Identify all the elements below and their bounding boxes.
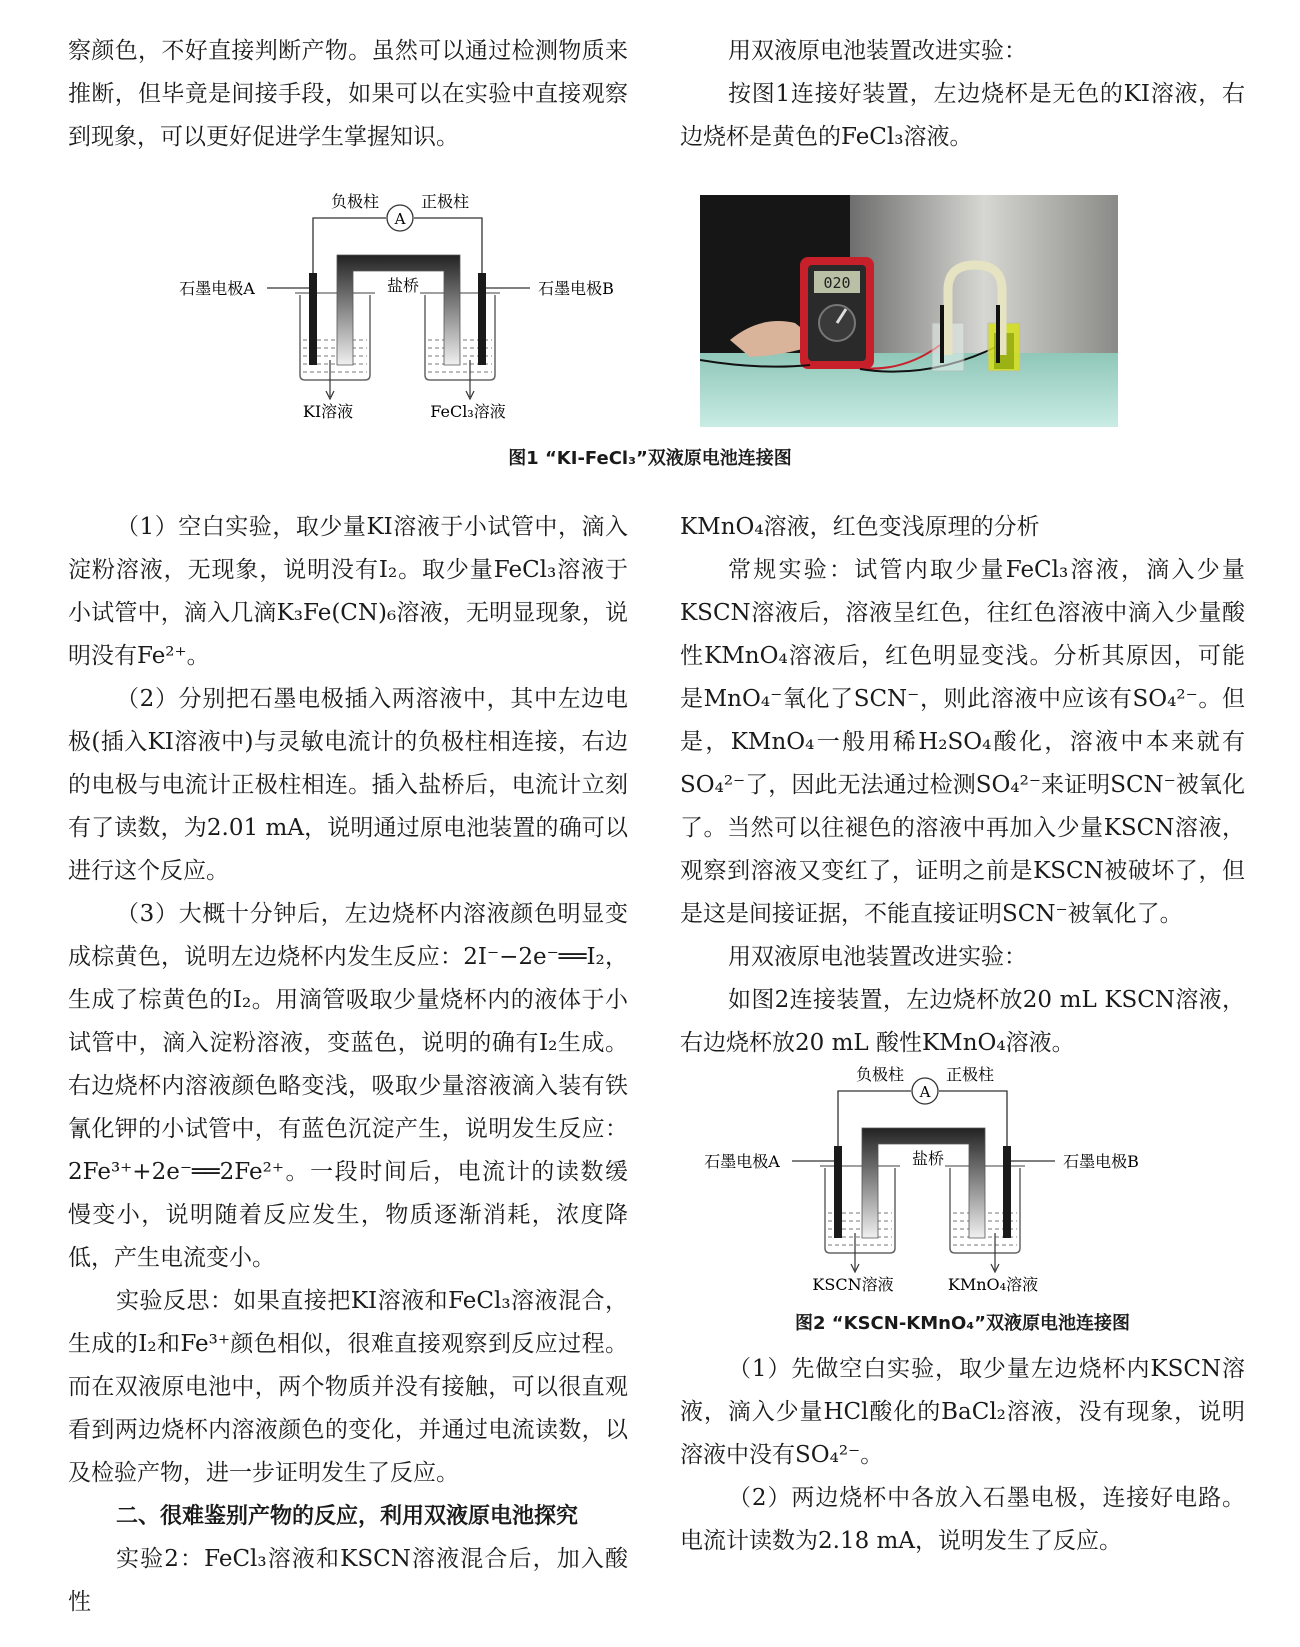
text-column-right-top	[680, 30, 1245, 159]
figure1-schematic	[170, 185, 640, 425]
paragraph: 用双液原电池装置改进实验：	[728, 38, 1027, 64]
paragraph: KMnO₄溶液，红色变浅原理的分析	[680, 514, 1040, 540]
text-column-right-bottom	[680, 1348, 1245, 1563]
paragraph: （1）先做空白实验，取少量左边烧杯内KSCN溶液，滴入少量HCl酸化的BaCl₂溶液，没有现象，说明溶液中没有SO₄²⁻。	[680, 1356, 1245, 1468]
paragraph: 按图1连接好装置，左边烧杯是无色的KI溶液，右边烧杯是黄色的FeCl₃溶液。	[680, 81, 1245, 150]
left-solution-label: KSCN溶液	[812, 1275, 894, 1294]
paragraph: （2）两边烧杯中各放入石墨电极，连接好电路。电流计读数为2.18 mA，说明发生了反应。	[680, 1485, 1245, 1554]
pos-post-label: 正极柱	[420, 192, 470, 211]
electrode-a-label: 石墨电极A	[704, 1152, 780, 1171]
right-solution-label: FeCl₃溶液	[430, 402, 506, 421]
figure1-caption: 图1 “KI-FeCl₃”双液原电池连接图	[508, 448, 792, 469]
figure1-photo	[700, 195, 1118, 427]
paragraph: 实验2：FeCl₃溶液和KSCN溶液混合后，加入酸性	[68, 1546, 628, 1615]
paragraph: 实验反思：如果直接把KI溶液和FeCl₃溶液混合，生成的I₂和Fe³⁺颜色相似，很难直接观察到反应过程。而在双液原电池中，两个物质并没有接触，可以很直观看到两边烧杯内溶液颜色的变化，并通过电流读数，以及检验产物，进一步证明发生了反应。	[68, 1288, 628, 1486]
paragraph: 用双液原电池装置改进实验：	[728, 944, 1027, 970]
paragraph: （3）大概十分钟后，左边烧杯内溶液颜色明显变成棕黄色，说明左边烧杯内发生反应：2I⁻−2e⁻══I₂，生成了棕黄色的I₂。用滴管吸取少量烧杯内的液体于小试管中，滴入淀粉溶液，变蓝色，说明的确有I₂生成。右边烧杯内溶液颜色略变浅，吸取少量溶液滴入装有铁氰化钾的小试管中，有蓝色沉淀产生，说明发生反应：2Fe³⁺+2e⁻══2Fe²⁺。一段时间后，电流计的读数缓慢变小，说明随着反应发生，物质逐渐消耗，浓度降低，产生电流变小。	[68, 901, 628, 1271]
figure2-caption: 图2 “KSCN-KMnO₄”双液原电池连接图	[795, 1313, 1130, 1334]
salt-bridge-label: 盐桥	[911, 1149, 945, 1168]
svg-text:A: A	[394, 210, 406, 228]
paragraph: 察颜色，不好直接判断产物。虽然可以通过检测物质来推断，但毕竟是间接手段，如果可以在实验中直接观察到现象，可以更好促进学生掌握知识。	[68, 38, 628, 150]
paragraph: 常规实验：试管内取少量FeCl₃溶液，滴入少量KSCN溶液后，溶液呈红色，往红色溶液中滴入少量酸性KMnO₄溶液后，红色明显变浅。分析其原因，可能是MnO₄⁻氧化了SCN⁻，则此溶液中应该有SO₄²⁻。但是，KMnO₄一般用稀H₂SO₄酸化，溶液中本来就有SO₄²⁻了，因此无法通过检测SO₄²⁻来证明SCN⁻被氧化了。当然可以往褪色的溶液中再加入少量KSCN溶液，观察到溶液又变红了，证明之前是KSCN被破坏了，但是这是间接证据，不能直接证明SCN⁻被氧化了。	[680, 557, 1245, 927]
neg-post-label: 负极柱	[855, 1065, 905, 1084]
right-solution-label: KMnO₄溶液	[947, 1275, 1039, 1294]
electrode-b-label: 石墨电极B	[1063, 1152, 1139, 1171]
text-column-right	[680, 506, 1245, 1065]
meter-reading: 020	[823, 274, 851, 292]
paragraph: （2）分别把石墨电极插入两溶液中，其中左边电极(插入KI溶液中)与灵敏电流计的负极柱相连接，右边的电极与电流计正极柱相连。插入盐桥后，电流计立刻有了读数，为2.01 mA，说明通过原电池装置的确可以进行这个反应。	[68, 686, 628, 884]
pos-post-label: 正极柱	[945, 1065, 995, 1084]
salt-bridge-label: 盐桥	[386, 276, 420, 295]
svg-text:A: A	[919, 1083, 931, 1101]
text-column-left-top	[68, 30, 628, 159]
electrode-b-label: 石墨电极B	[538, 279, 614, 298]
neg-post-label: 负极柱	[330, 192, 380, 211]
left-solution-label: KI溶液	[302, 402, 354, 421]
text-column-left	[68, 506, 628, 1624]
figure2-schematic	[695, 1058, 1165, 1298]
section-heading: 二、很难鉴别产物的反应，利用双液原电池探究	[116, 1504, 579, 1529]
electrode-a-label: 石墨电极A	[179, 279, 255, 298]
paragraph: 如图2连接装置，左边烧杯放20 mL KSCN溶液，右边烧杯放20 mL 酸性KMnO₄溶液。	[680, 987, 1245, 1056]
paragraph: （1）空白实验，取少量KI溶液于小试管中，滴入淀粉溶液，无现象，说明没有I₂。取少量FeCl₃溶液于小试管中，滴入几滴K₃Fe(CN)₆溶液，无明显现象，说明没有Fe²⁺。	[68, 514, 628, 669]
